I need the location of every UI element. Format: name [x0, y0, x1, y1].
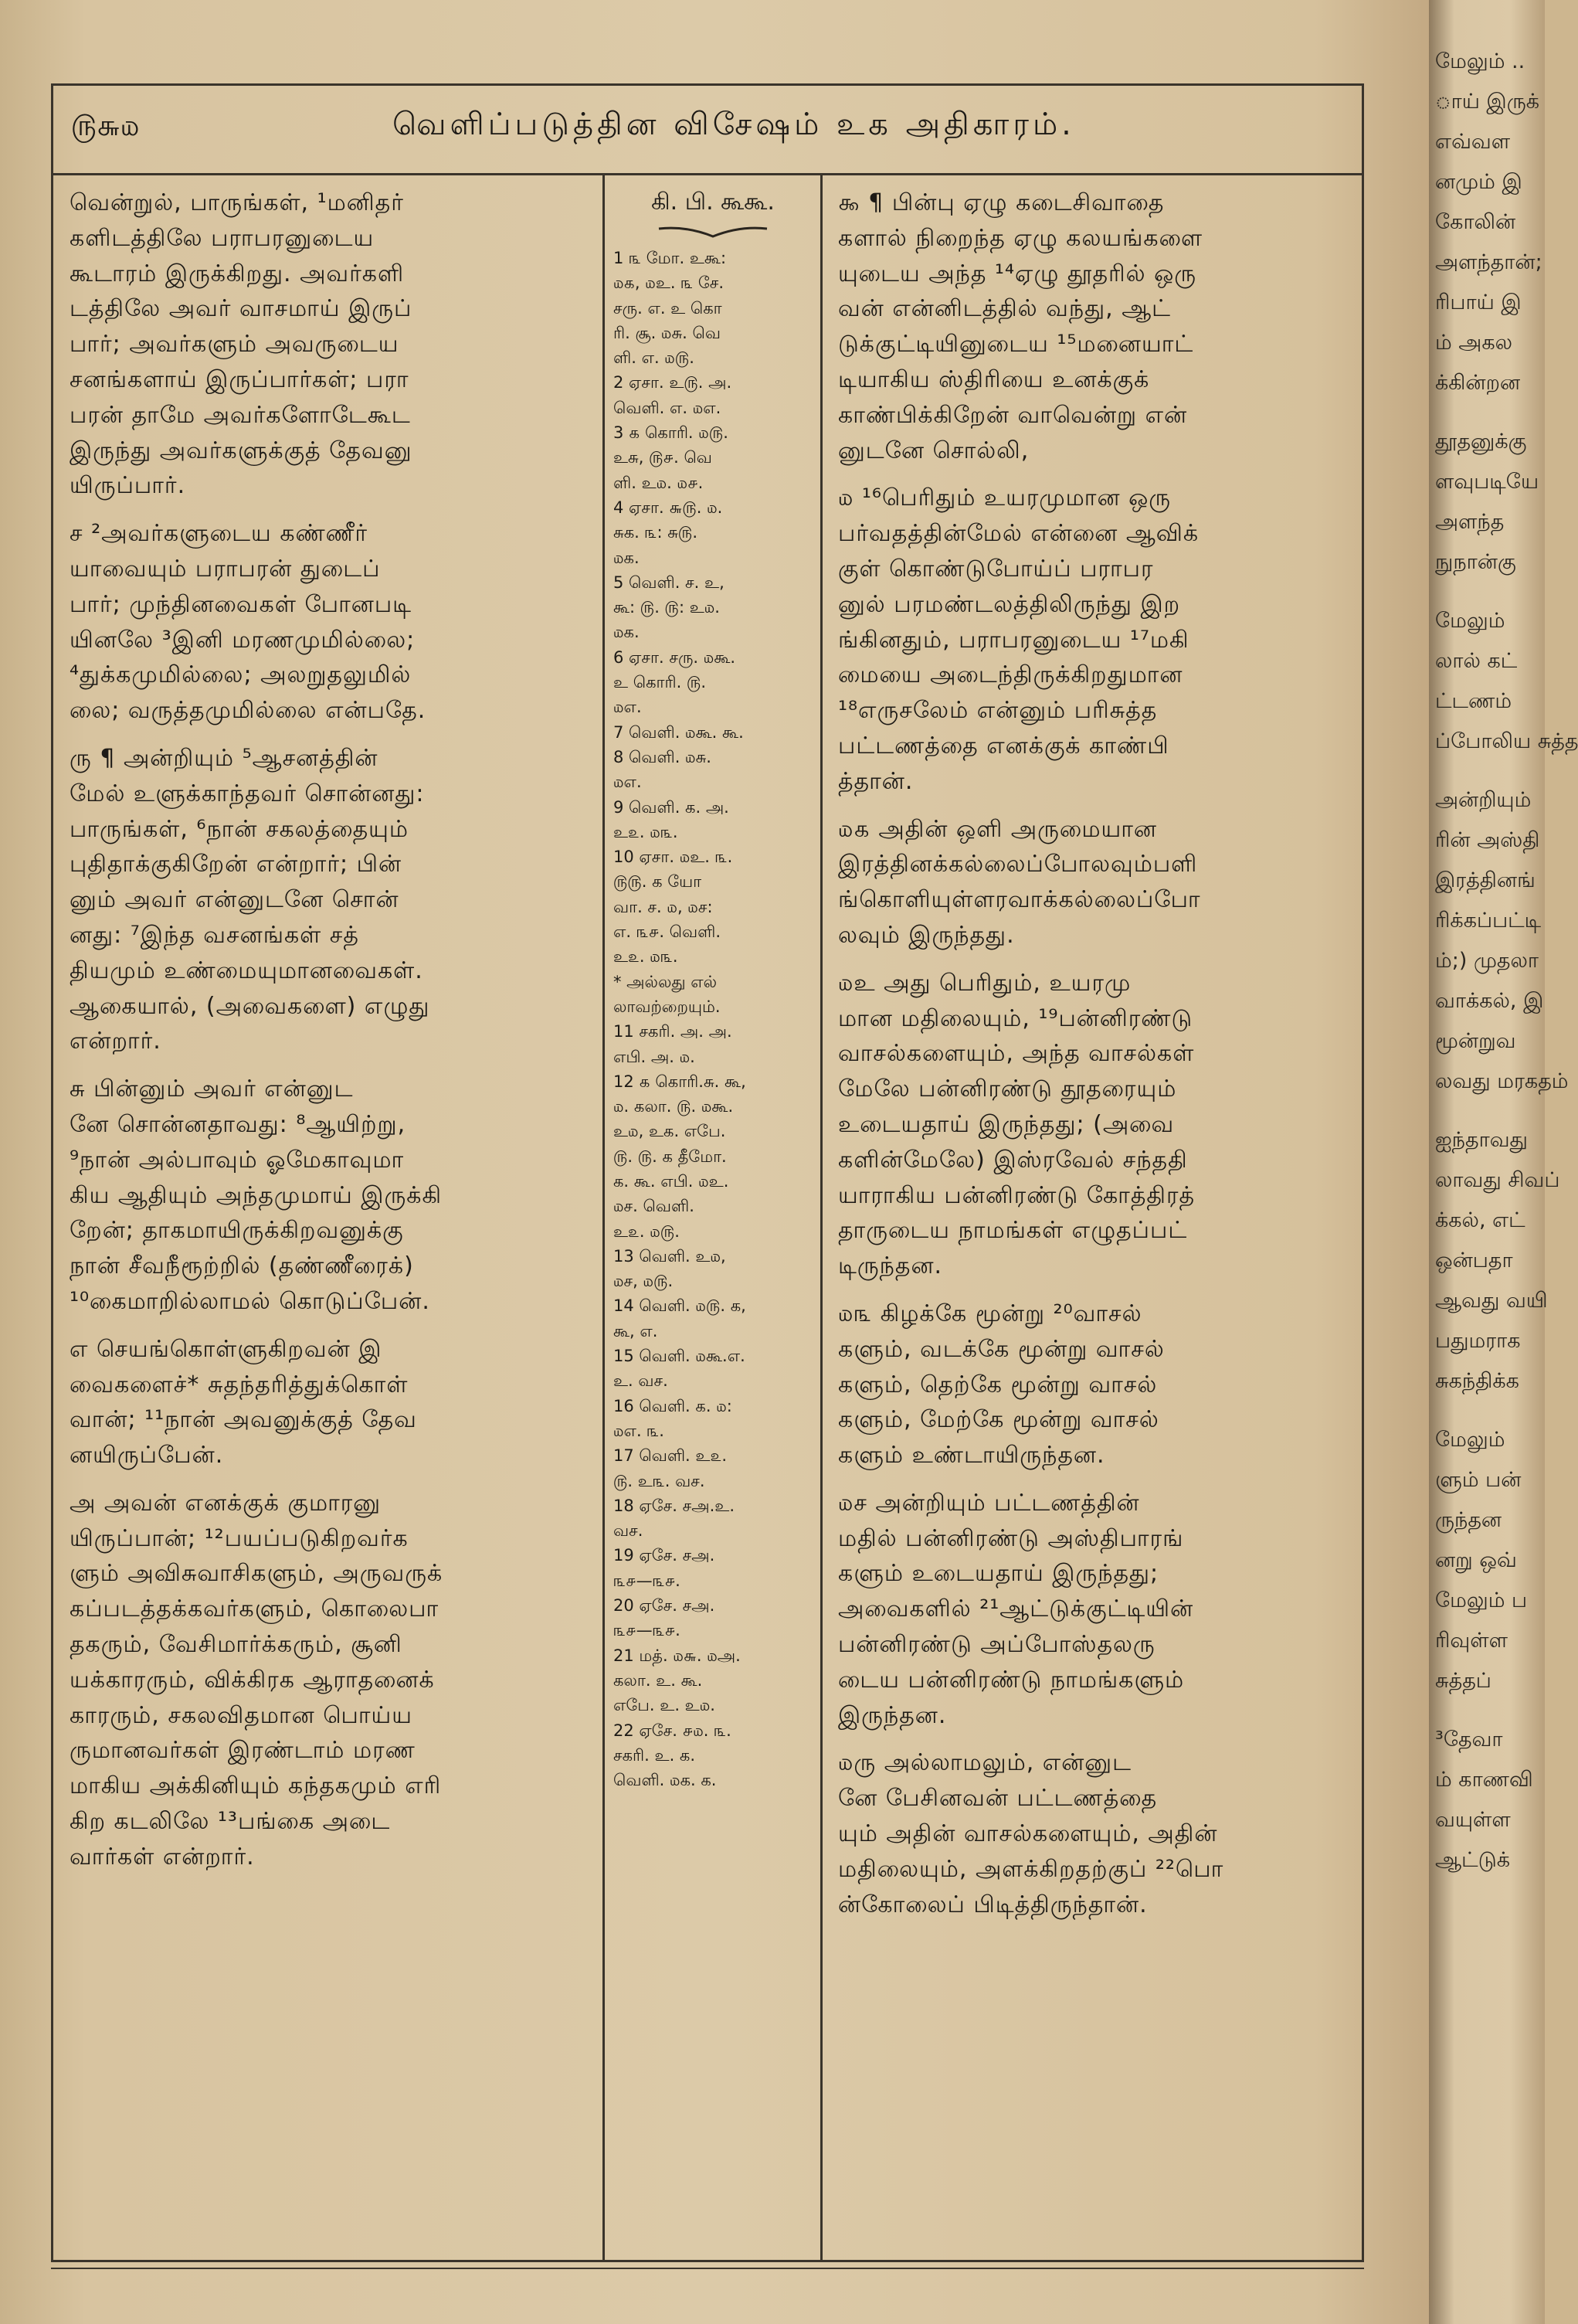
reference-line: 2 ஏசா. உ௫. அ. [613, 373, 732, 392]
text-line: களால் நிறைந்த ஏழு கலயங்களை [838, 224, 1203, 252]
reference-line: 20 ஏசே. சஅ. [613, 1596, 715, 1616]
reference-line: கூ, எ. [613, 1321, 658, 1340]
text-line: லவும் இருந்தது. [838, 921, 1015, 949]
facing-page-line: ரிபாய் இ [1435, 290, 1522, 314]
facing-page-line: ம்;) முதலா [1435, 949, 1539, 973]
reference-line: சுக. ௩: சு௫. [613, 523, 697, 542]
reference-line: ௰. கலா. ௫. ௰கூ. [613, 1097, 734, 1116]
reference-line: 4 ஏசா. ௬௫. ௰. [613, 498, 723, 517]
reference-line: உசு, ௫௪. வெ [613, 448, 712, 467]
reference-line: சரு. எ. உ கொ [613, 298, 722, 318]
page-number: ௫௬௰ [71, 108, 140, 142]
reference-line: ரி. சூ. ௰சு. வெ [613, 323, 721, 342]
text-line: தகரும், வேசிமார்க்கரும், சூனி [70, 1631, 402, 1659]
text-line: எ செயங்கொள்ளுகிறவன் இ [70, 1335, 382, 1363]
text-line: களும், மேற்கே மூன்று வாசல் [838, 1406, 1159, 1434]
facing-page-line: ரிக்கப்பட்டி [1435, 909, 1542, 933]
text-line: யுடைய அந்த ¹⁴ஏழு தூதரில் ஒரு [838, 260, 1197, 287]
text-line: ௰ரு அல்லாமலும், என்னுட [838, 1749, 1132, 1777]
reference-line: ௰க. [613, 548, 640, 567]
facing-page-line: அளந்த [1435, 510, 1505, 534]
text-line: னுல் பரமண்டலத்திலிருந்து இற [838, 590, 1181, 618]
facing-page-line: க்கின்றன [1435, 371, 1521, 395]
facing-page-line: நுநான்கு [1435, 550, 1516, 574]
facing-page-line: அன்றியும் [1435, 788, 1532, 812]
text-line: ங்கொளியுள்ளரவாக்கல்லைப்போ [838, 886, 1201, 914]
facing-page-line: கோலின் [1435, 210, 1516, 234]
reference-line: 13 வெளி. உ௰, [613, 1246, 726, 1266]
text-line: களின்மேலே) இஸ்ரவேல் சந்ததி [838, 1146, 1188, 1174]
facing-page-edge [1429, 0, 1578, 2324]
paragraph-gap [70, 1059, 589, 1072]
text-line: களும் உடையதாய் இருந்தது; [838, 1560, 1159, 1588]
text-line: ங்கினதும், பராபரனுடைய ¹⁷மகி [838, 626, 1189, 654]
facing-page-line: க்கல், எட் [1435, 1208, 1525, 1232]
reference-line: உ. வச. [613, 1371, 668, 1391]
reference-line: 19 ஏசே. சஅ. [613, 1546, 715, 1565]
reference-line: ௰ச, ௰௫. [613, 1272, 674, 1291]
paragraph-gap [70, 729, 589, 741]
text-line: பார்; அவர்களும் அவருடைய [70, 331, 399, 358]
reference-line: வா. ச. ௰, ௰ச: [613, 897, 713, 916]
facing-page-line: மூன்றுவ [1435, 1029, 1516, 1053]
facing-page-line: சுத்தப் [1435, 1669, 1491, 1693]
text-line: யாவையும் பராபரன் துடைப் [70, 555, 381, 583]
reference-line: ௩௪—௩௪. [613, 1571, 680, 1590]
facing-page-line: மேலும் [1435, 1428, 1505, 1452]
text-line: மதில் பன்னிரண்டு அஸ்திபாரங் [838, 1524, 1184, 1552]
reference-line: ௰எ. [613, 773, 642, 792]
reference-line: எபி. அ. ௰. [613, 1047, 695, 1066]
text-line: பரன் தாமே அவர்களோடேகூட [70, 401, 411, 429]
facing-page-line: வாக்கல், இ [1435, 989, 1544, 1013]
text-line: பாருங்கள், ⁶நான் சகலத்தையும் [70, 815, 409, 843]
text-line: வான்; ¹¹நான் அவனுக்குத் தேவ [70, 1406, 417, 1434]
text-line: ¹⁰கைமாறில்லாமல் கொடுப்பேன். [70, 1287, 430, 1315]
text-line: களும், வடக்கே மூன்று வாசல் [838, 1335, 1165, 1363]
facing-page-line: அளந்தான்; [1435, 250, 1542, 274]
text-line: டிருந்தன. [838, 1252, 943, 1280]
text-line: ⁹நான் அல்பாவும் ஓமேகாவுமா [70, 1146, 405, 1174]
text-line: களும், தெற்கே மூன்று வாசல் [838, 1371, 1158, 1398]
text-line: தியமும் உண்மையுமானவைகள். [70, 956, 423, 984]
reference-line: 18 ஏசே. சஅ.உ. [613, 1496, 735, 1515]
facing-page-line: ஆட்டுக் [1435, 1848, 1511, 1872]
facing-page-line: னறு ஒவ் [1435, 1548, 1517, 1572]
reference-line: 14 வெளி. ௰௫. க, [613, 1296, 746, 1316]
text-line: இரத்தினக்கல்லைப்போலவும்பளி [838, 851, 1198, 878]
text-line: புதிதாக்குகிறேன் என்றார்; பின் [70, 851, 402, 878]
facing-page-line: ரின் அஸ்தி [1435, 828, 1540, 852]
text-line: கிய ஆதியும் அந்தமுமாய் இருக்கி [70, 1181, 443, 1209]
reference-line: 16 வெளி. க. ௰: [613, 1396, 732, 1415]
text-line: ஆகையால், (அவைகளை) எழுது [70, 992, 430, 1020]
text-line: அ அவன் எனக்குக் குமாரனு [70, 1489, 382, 1517]
facing-page-line: ாய் இருக் [1435, 90, 1539, 114]
text-line: பார்; முந்தினவைகள் போனபடி [70, 590, 412, 618]
reference-line: 1 ௩ மோ. உகூ: [613, 249, 727, 267]
reference-line: க. கூ. எபி. ௰உ. [613, 1171, 729, 1191]
text-line: கப்படத்தக்கவர்களும், கொலைபா [70, 1595, 439, 1623]
reference-line: 9 வெளி. க. அ. [613, 797, 729, 817]
reference-line: 15 வெளி. ௰கூ.எ. [613, 1347, 745, 1366]
reference-line: ளி. உ௰. ௰௪. [613, 473, 704, 492]
reference-line: உ கொரி. ௫. [613, 673, 707, 692]
text-line: யக்காரரும், விக்கிரக ஆராதனைக் [70, 1666, 435, 1694]
facing-page-line: லால் கட் [1435, 649, 1518, 673]
text-line: யிருப்பான்; ¹²பயப்படுகிறவர்க [70, 1524, 409, 1552]
text-column-right [838, 185, 1356, 1922]
facing-page-line: ஒன்பதா [1435, 1249, 1513, 1272]
facing-page-line: ளவுபடியே [1435, 470, 1539, 494]
text-line: வென்றுல், பாருங்கள், ¹மனிதர் [70, 189, 404, 216]
reference-line: கலா. உ. கூ. [613, 1670, 703, 1690]
reference-line: சகரி. உ. க. [613, 1745, 696, 1765]
text-line: நான் சீவநீரூற்றில் (தண்ணீரைக்) [70, 1252, 414, 1280]
text-line: னும் அவர் என்னுடனே சொன் [70, 886, 399, 914]
text-line: சனங்களாய் இருப்பார்கள்; பரா [70, 365, 409, 393]
facing-page-line: ஐந்தாவது [1435, 1128, 1528, 1152]
text-line: மேல் உளுக்காந்தவர் சொன்னது: [70, 780, 425, 807]
text-line: காரரும், சகலவிதமான பொய்ய [70, 1701, 412, 1729]
text-line: மான மதிலையும், ¹⁹பன்னிரண்டு [838, 1004, 1193, 1032]
column-divider-right [820, 175, 823, 2262]
facing-page-line: ப்போலிய சுத்த [1435, 729, 1578, 753]
text-line: வன் என்னிடத்தில் வந்து, ஆட் [838, 295, 1172, 323]
text-line: ௰௧ அதின் ஒளி அருமையான [838, 815, 1157, 843]
text-line: ன்கோலைப் பிடித்திருந்தான். [838, 1891, 1148, 1918]
facing-page-line: லாவது சிவப் [1435, 1168, 1560, 1192]
reference-line: உ௨. ௰௫. [613, 1221, 680, 1241]
reference-line: ௫௫. க யோ [613, 872, 702, 892]
reference-line: உ௨. ௰௩. [613, 947, 678, 967]
facing-page-line: வயுள்ள [1435, 1808, 1511, 1832]
bottom-rule [51, 2268, 1364, 2269]
text-line: களும் உண்டாயிருந்தன. [838, 1442, 1105, 1469]
text-column-left [70, 185, 589, 1875]
facing-page-line: பதுமராக [1435, 1329, 1521, 1353]
text-line: களிடத்திலே பராபரனுடைய [70, 224, 375, 252]
facing-page-line: ம் காணவி [1435, 1768, 1533, 1792]
facing-page-line: எவ்வள [1435, 130, 1511, 154]
reference-line: 12 ௧ கொரி.சு. கூ, [613, 1072, 746, 1091]
facing-page-line: லவது மரகதம் [1435, 1069, 1569, 1093]
text-line: வார்கள் என்றார். [70, 1843, 255, 1870]
reference-line: * அல்லது எல் [613, 972, 718, 991]
text-line: பர்வதத்தின்மேல் என்னை ஆவிக் [838, 520, 1200, 548]
paragraph-gap [838, 1473, 1356, 1486]
facing-page-line: தூதனுக்கு [1435, 430, 1527, 454]
facing-page-line: ரிவுள்ள [1435, 1629, 1508, 1653]
text-line: மையை அடைந்திருக்கிறதுமான [838, 661, 1183, 689]
chapter-heading: வெளிப்படுத்தின விசேஷம் உக அதிகாரம். [392, 107, 1075, 142]
facing-page-line: ளும் பன் [1435, 1468, 1522, 1492]
facing-page-line: ஆவது வயி [1435, 1289, 1548, 1313]
reference-line: எ. ௩௪. வெளி. [613, 922, 721, 942]
reference-line: ௰ச. வெளி. [613, 1197, 694, 1216]
text-line: யினலே ³இனி மரணமுமில்லை; [70, 626, 416, 654]
reference-line: ௰௧, ௰உ. ௩ சே. [613, 274, 725, 293]
text-line: ௰௩ கிழக்கே மூன்று ²⁰வாசல் [838, 1300, 1142, 1327]
text-line: என்றார். [70, 1028, 161, 1055]
text-line: தாருடைய நாமங்கள் எழுதப்பட் [838, 1217, 1188, 1245]
reference-line: வச. [613, 1521, 643, 1541]
text-line: ௰ ¹⁶பெரிதும் உயரமுமான ஒரு [838, 484, 1172, 512]
text-line: னயிருப்பேன். [70, 1442, 224, 1469]
text-line: மதிலையும், அளக்கிறதற்குப் ²²பொ [838, 1855, 1224, 1883]
facing-page-line: இரத்தினங் [1435, 868, 1536, 892]
reference-line: லாவற்றையும். [613, 997, 721, 1016]
text-line: ச ²அவர்களுடைய கண்ணீர் [70, 520, 368, 548]
reference-line: ளி. எ. ௰௫. [613, 348, 694, 368]
paragraph-gap [838, 800, 1356, 812]
reference-line: கூ: ௫. ௫: உ௰. [613, 598, 720, 617]
text-line: பன்னிரண்டு அப்போஸ்தலரு [838, 1631, 1156, 1659]
reference-line: வெளி. ௰க. க. [613, 1771, 717, 1790]
text-line: டத்திலே அவர் வாசமாய் இருப் [70, 295, 412, 323]
facing-page-line: ருந்தன [1435, 1508, 1502, 1532]
text-line: வைகளைச்* சுதந்தரித்துக்கொள் [70, 1371, 409, 1398]
reference-line: 21 மத். ௰௬. ௰அ. [613, 1646, 741, 1665]
flourish-ornament [655, 223, 771, 240]
reference-line: 11 சகரி. அ. அ. [613, 1022, 732, 1041]
text-line: றேன்; தாகமாயிருக்கிறவனுக்கு [70, 1217, 404, 1245]
text-line: இருந்து அவர்களுக்குத் தேவனு [70, 437, 412, 464]
text-line: ⁴துக்கமுமில்லை; அலறுதலுமில் [70, 661, 412, 689]
text-line: காண்பிக்கிறேன் வாவென்று என் [838, 401, 1188, 429]
paragraph-gap [70, 1320, 589, 1332]
reference-line: ௫. உ௩. வச. [613, 1471, 705, 1490]
text-line: யும் அதின் வாசல்களையும், அதின் [838, 1820, 1218, 1848]
facing-page-line: மேலும் [1435, 609, 1505, 633]
text-line: யிருப்பார். [70, 472, 186, 500]
text-line: னே சொன்னதாவது: ⁸ஆயிற்று, [70, 1110, 406, 1138]
text-line: டியாகிய ஸ்திரியை உனக்குக் [838, 365, 1150, 393]
header-rule [51, 173, 1364, 175]
facing-page-line: மேலும் ப [1435, 1588, 1528, 1612]
facing-page-line: சுகந்திக்க [1435, 1369, 1519, 1393]
paragraph-gap [838, 468, 1356, 481]
text-line: சு பின்னும் அவர் என்னுட [70, 1075, 354, 1103]
text-line: னது: ⁷இந்த வசனங்கள் சத் [70, 921, 359, 949]
reference-line: 6 ஏசா. சரு. ௰கூ. [613, 647, 736, 667]
text-line: டைய பன்னிரண்டு நாமங்களும் [838, 1666, 1185, 1694]
facing-page-line: ³தேவா [1435, 1728, 1503, 1751]
text-line: பட்டணத்தை எனக்குக் காண்பி [838, 732, 1169, 759]
facing-page-line: ம் அகல [1435, 331, 1512, 355]
reference-line: 5 வெளி. ச. உ, [613, 573, 725, 592]
text-line: ருமானவர்கள் இரண்டாம் மரண [70, 1737, 416, 1765]
paragraph-gap [838, 1733, 1356, 1745]
text-line: கூடாரம் இருக்கிறது. அவர்களி [70, 260, 405, 287]
reference-line: 17 வெளி. உ௨. [613, 1446, 727, 1466]
reference-line: ௩௪—௩௪. [613, 1621, 680, 1640]
cross-reference-column [613, 185, 813, 1792]
paragraph-gap [838, 953, 1356, 966]
text-line: ௯ ¶ பின்பு ஏழு கடைசிவாதை [838, 189, 1165, 216]
reference-line: 10 ஏசா. ௰உ. ௩. [613, 848, 733, 867]
text-line: ளும் அவிசுவாசிகளும், அருவருக் [70, 1560, 443, 1588]
text-line: யாராகிய பன்னிரண்டு கோத்திரத் [838, 1181, 1196, 1209]
reference-line: 3 ௧ கொரி. ௰௫. [613, 423, 728, 443]
reference-line: ௰எ. ௩. [613, 1421, 664, 1440]
facing-page-line: மேலும் .. [1435, 49, 1525, 73]
paragraph-gap [70, 504, 589, 516]
reference-line: வெளி. எ. ௰எ. [613, 398, 721, 417]
text-line: டுக்குட்டியினுடைய ¹⁵மனையாட் [838, 331, 1194, 358]
text-line: அவைகளில் ²¹ஆட்டுக்குட்டியின் [838, 1595, 1194, 1623]
reference-line: எபே. உ. உ௰. [613, 1696, 715, 1715]
reference-line: உ௨. ௰௩. [613, 822, 678, 841]
text-line: த்தான். [838, 767, 914, 795]
text-line: ரு ¶ அன்றியும் ⁵ஆசனத்தின் [70, 744, 378, 772]
text-line: ¹⁸எருசலேம் என்னும் பரிசுத்த [838, 697, 1158, 725]
text-line: னுடனே சொல்லி, [838, 437, 1030, 464]
text-line: இருந்தன. [838, 1701, 947, 1729]
reference-line: ௰க. [613, 623, 640, 642]
text-line: குள் கொண்டுபோய்ப் பராபர [838, 555, 1154, 583]
reference-line: உ௰, உக. எபே. [613, 1122, 726, 1141]
reference-column-header: கி. பி. கூகூ. [651, 189, 775, 216]
reference-line: 7 வெளி. ௰கூ. கூ. [613, 722, 744, 742]
reference-line: 22 ஏசே. ௪௰. ௩. [613, 1721, 731, 1740]
text-line: மேலே பன்னிரண்டு தூதரையும் [838, 1075, 1177, 1103]
text-line: ௰ச அன்றியும் பட்டணத்தின் [838, 1489, 1140, 1517]
facing-page-line: னமும் இ [1435, 170, 1522, 194]
text-line: உடையதாய் இருந்தது; (அவை [838, 1110, 1175, 1138]
text-line: லை; வருத்தமுமில்லை என்பதே. [70, 697, 426, 725]
column-divider-left [602, 175, 605, 2262]
reference-line: 8 வெளி. ௰சு. [613, 747, 711, 766]
paragraph-gap [838, 1284, 1356, 1296]
paragraph-gap [70, 1473, 589, 1486]
reference-line: ௰எ. [613, 698, 642, 717]
text-line: கிற கடலிலே ¹³பங்கை அடை [70, 1808, 391, 1836]
text-line: னே பேசினவன் பட்டணத்தை [838, 1785, 1158, 1813]
text-line: வாசல்களையும், அந்த வாசல்கள் [838, 1040, 1195, 1068]
reference-line: ௫. ௫. க தீமோ. [613, 1147, 727, 1166]
text-line: ௰உ அது பெரிதும், உயரமு [838, 969, 1132, 997]
facing-page-line: ட்டணம் [1435, 689, 1512, 713]
text-line: மாகிய அக்கினியும் கந்தகமும் எரி [70, 1772, 442, 1800]
